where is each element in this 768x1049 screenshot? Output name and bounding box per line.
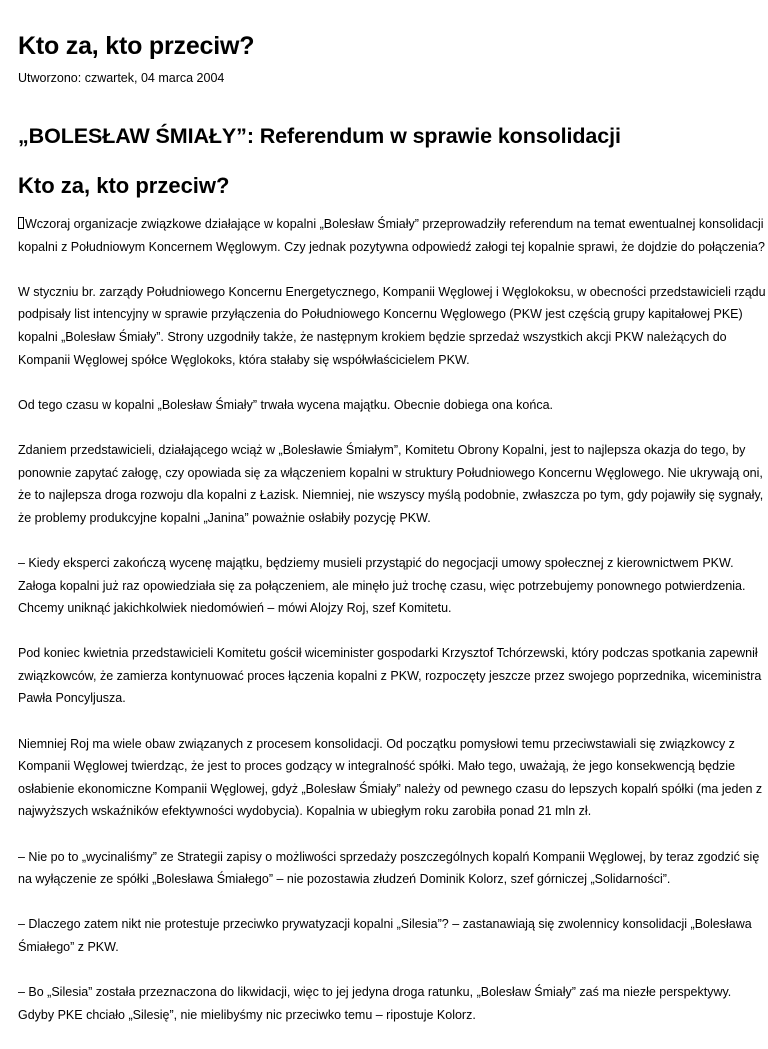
paragraph-2: W styczniu br. zarządy Południowego Koncernu Energetycznego, Kompanii Węglowej i Węglokoksu, w obecności przedstawicieli rządu podpisały list intencyjny w sprawie przyłączenia do Południowego Koncernu Węglowego (PKW jest częścią grupy kapitałowej PKE) kopalni „Bolesław Śmiały”. Strony uzgodniły także, że następnym krokiem będzie sprzedaż wszystkich akcji PKW należących do Kompanii Węglowej spółce Węglokoks, która stałaby się współwłaścicielem PKW.: [18, 284, 766, 367]
paragraph-10: – Bo „Silesia” została przeznaczona do likwidacji, więc to jej jedyna droga ratunku, „Bolesław Śmiały” zaś ma niezłe perspektywy. Gdyby PKE chciało „Silesię”, nie mielibyśmy nic przeciwko temu – ripostuje Kolorz.: [18, 985, 732, 1022]
paragraph-5: – Kiedy eksperci zakończą wycenę majątku, będziemy musieli przystąpić do negocjacji umowy społecznej z kierownictwem PKW. Załoga kopalni już raz opowiedziała się za połączeniem, ale minęło już trochę czasu, więc potrzebujemy ponownego potwierdzenia. Chcemy uniknąć jakichkolwiek niedomówień – mówi Alojzy Roj, szef Komitetu.: [18, 555, 746, 616]
paragraph-6: Pod koniec kwietnia przedstawicieli Komitetu gościł wiceminister gospodarki Krzysztof Tchórzewski, który podczas spotkania zapewnił związkowców, że zamierza kontynuować proces łączenia kopalni z PKW, rozpoczęty jeszcze przez swojego poprzednika, wiceministra Pawła Poncyljusza.: [18, 646, 762, 706]
created-date: Utworzono: czwartek, 04 marca 2004: [18, 71, 225, 85]
paragraph-8: – Nie po to „wycinaliśmy” ze Strategii zapisy o możliwości sprzedaży poszczególnych kopalń Kompanii Węglowej, by teraz zgodzić się na wyłączenie ze spółki „Bolesława Śmiałego” – nie pozostawia złudzeń Dominik Kolorz, szef górniczej „Solidarności”.: [18, 849, 760, 887]
paragraph-text: Wczoraj organizacje związkowe działające w kopalni „Bolesław Śmiały” przeprowadziły referendum na temat ewentualnej konsolidacji kopalni z Południowym Koncernem Węglowym. Czy jednak pozytywna odpowiedź załogi tej kopalnie sprawi, że dojdzie do połączenia?: [18, 217, 765, 254]
paragraph-4: Zdaniem przedstawicieli, działającego wciąż w „Bolesławie Śmiałym”, Komitetu Obrony Kopalni, jest to najlepsza okazja do tego, by ponownie zapytać załogę, czy opowiada się za włączeniem kopalni w struktury Południowego Koncernu Węglowego. Nie ukrywają oni, że to najlepsza droga rozwoju dla kopalni z Łazisk. Niemniej, nie wszyscy myślą podobnie, zwłaszcza po tym, gdy pojawiły się sygnały, że problemy produkcyjne kopalni „Janina” poważnie osłabiły pozycję PKW.: [18, 442, 764, 525]
article-body: [18, 213, 768, 1049]
page-title: Kto za, kto przeciw?: [18, 32, 255, 60]
paragraph-7: Niemniej Roj ma wiele obaw związanych z procesem konsolidacji. Od początku pomysłowi temu przeciwstawiali się związkowcy z Kompanii Węglowej twierdząc, że jest to proces godzący w integralność spółki. Mało tego, uważają, że jego konsekwencją będzie osłabienie ekonomiczne Kompanii Węglowej, gdyż „Bolesław Śmiały” należy od pewnego czasu do lepszych kopalń spółki (ma jeden z najwyższych wskaźników efektywności wydobycia). Kopalnia w ubiegłym roku zarobiła ponad 21 mln zł.: [18, 736, 763, 819]
article-subtitle: Kto za, kto przeciw?: [18, 173, 230, 198]
paragraph-3: Od tego czasu w kopalni „Bolesław Śmiały” trwała wycena majątku. Obecnie dobiega ona końca.: [18, 397, 553, 412]
missing-glyph-icon: [18, 217, 24, 229]
paragraph-9: – Dlaczego zatem nikt nie protestuje przeciwko prywatyzacji kopalni „Silesia”? – zastanawiają się zwolennicy konsolidacji „Bolesława Śmiałego” z PKW.: [18, 917, 752, 954]
paragraph-1: [18, 213, 768, 258]
article-headline: „BOLESŁAW ŚMIAŁY”: Referendum w sprawie konsolidacji: [18, 124, 621, 148]
